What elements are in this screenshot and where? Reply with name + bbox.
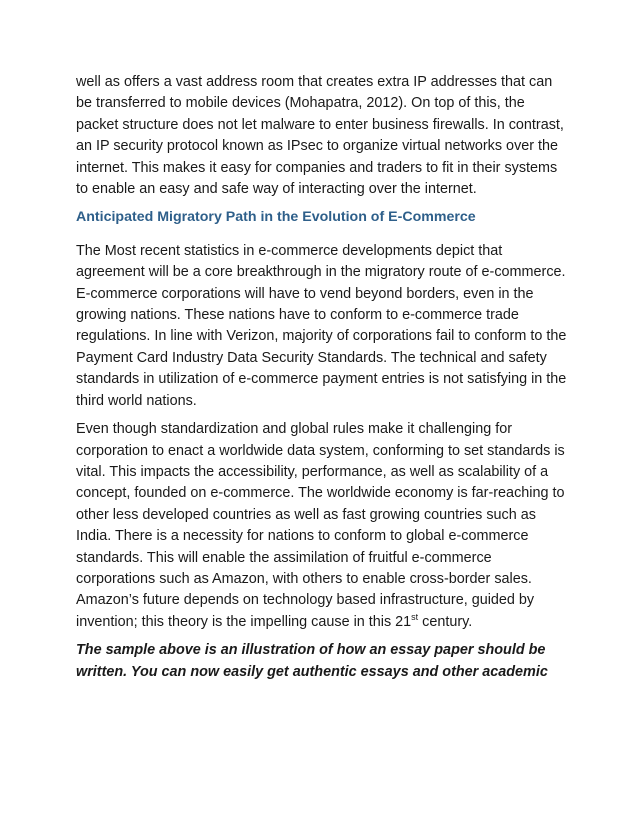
ordinal-superscript: st (411, 611, 419, 622)
closing-note: The sample above is an illustration of how an essay paper should be written. You can now easily get authentic essays and other academic (76, 642, 548, 680)
section-heading: Anticipated Migratory Path in the Evolution of E-Commerce (76, 209, 476, 226)
paragraph-standardization (76, 419, 570, 633)
paragraph-standardization-text: Even though standardization and global rules make it challenging for corporation to enact a worldwide data system, conforming to set standards is vital. This impacts the accessibility, performance, as well as scalability of a concept, founded on e-commerce. The worldwide economy is far-reaching to other less developed countries as well as fast growing countries such as India. There is a necessity for nations to conform to global e-commerce standards. This will enable the assimilation of fruitful e-commerce corporations such as Amazon, with others to enable cross-border sales. Amazon’s future depends on technology based infrastructure, guided by invention; this theory is the impelling cause in this 21 (76, 421, 565, 630)
document-page (76, 72, 570, 683)
paragraph-statistics: The Most recent statistics in e-commerce developments depict that agreement will be a core breakthrough in the migratory route of e-commerce. E-commerce corporations will have to vend beyond borders, even in the growing nations. These nations have to conform to e-commerce trade regulations. In line with Verizon, majority of corporations fail to conform to the Payment Card Industry Data Security Standards. The technical and safety standards in utilization of e-commerce payment entries is not satisfying in the third world nations. (76, 242, 567, 409)
paragraph-standardization-end: century. (418, 613, 473, 630)
paragraph-ip-security: well as offers a vast address room that creates extra IP addresses that can be transferred to mobile devices (Mohapatra, 2012). On top of this, the packet structure does not let malware to enter business firewalls. In contrast, an IP security protocol known as IPsec to organize virtual networks over the internet. This makes it easy for companies and traders to fit in their systems to enable an easy and safe way of interacting over the internet. (76, 74, 564, 198)
